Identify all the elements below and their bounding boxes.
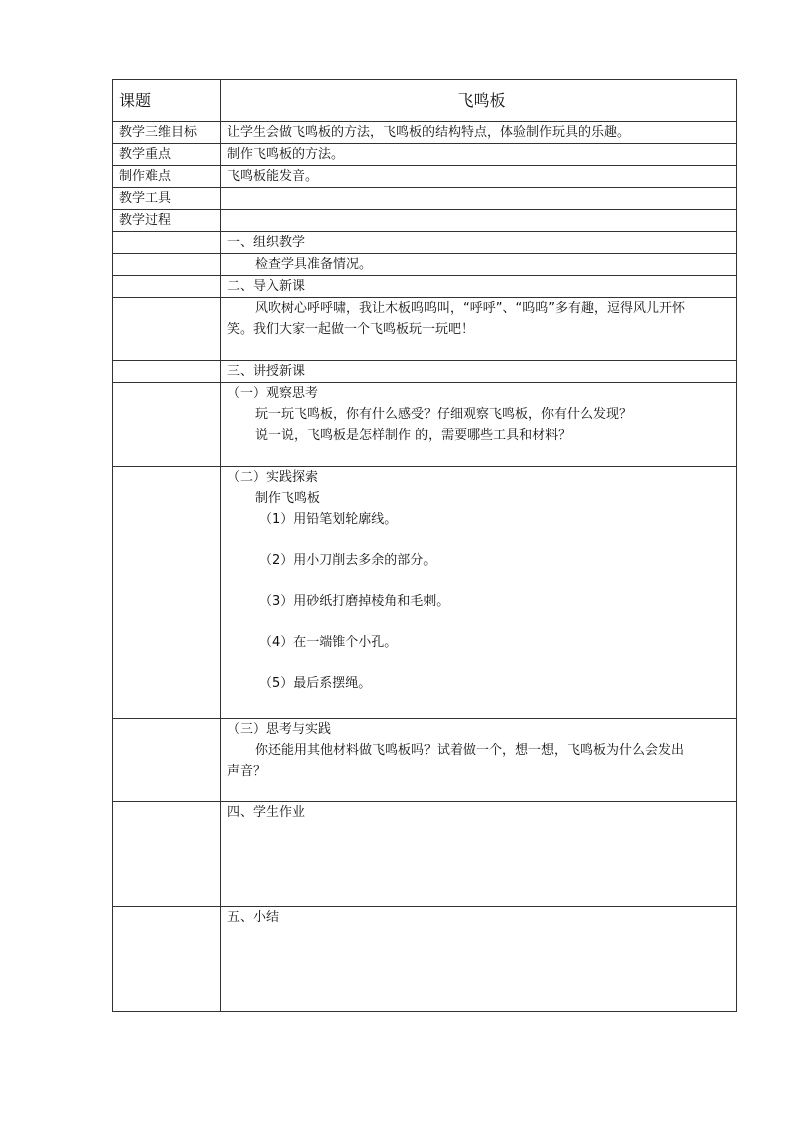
organize-text-row: [113, 254, 737, 276]
organize-heading: 一、组织教学: [221, 232, 737, 254]
homework-row: [113, 802, 737, 907]
title-row: [113, 80, 737, 122]
intro-text-line1: 风吹树心呼呼啸，我让木板呜呜叫，“呼呼”、“呜呜”多有趣，逗得风儿开怀: [255, 301, 685, 316]
difficulty-label: 制作难点: [113, 166, 221, 188]
homework-heading: 四、学生作业: [227, 805, 306, 820]
observe-line1: 玩一玩飞鸣板，你有什么感受？仔细观察飞鸣板，你有什么发现？: [255, 407, 633, 422]
difficulty-value: 飞鸣板能发音。: [221, 166, 737, 188]
observe-row: [113, 383, 737, 467]
goal-label: 教学三维目标: [113, 122, 221, 144]
process-row: [113, 210, 737, 232]
organize-heading-row: [113, 232, 737, 254]
think-row: [113, 719, 737, 802]
process-blank: [221, 210, 737, 232]
intro-text-line2: 笑。我们大家一起做一个飞鸣板玩一玩吧！: [227, 322, 475, 337]
think-heading: （三）思考与实践: [227, 722, 332, 737]
process-label: 教学过程: [113, 210, 221, 232]
practice-heading: （二）实践探索: [227, 470, 319, 485]
practice-step: （3）用砂纸打磨掉棱角和毛刺。: [259, 594, 450, 609]
intro-heading-row: [113, 276, 737, 298]
organize-text: 检查学具准备情况。: [255, 257, 373, 272]
tools-label: 教学工具: [113, 188, 221, 210]
summary-row: [113, 907, 737, 1012]
key-point-label: 教学重点: [113, 144, 221, 166]
practice-subheading: 制作飞鸣板: [255, 491, 321, 506]
difficulty-row: [113, 166, 737, 188]
observe-heading: （一）观察思考: [227, 386, 319, 401]
tools-row: [113, 188, 737, 210]
lesson-plan-table: [112, 79, 737, 1012]
summary-heading: 五、小结: [227, 910, 280, 925]
topic-label: 课题: [113, 80, 221, 122]
lecture-heading: 三、讲授新课: [221, 361, 737, 383]
goal-value: 让学生会做飞鸣板的方法，飞鸣板的结构特点，体验制作玩具的乐趣。: [221, 122, 737, 144]
think-line2: 声音？: [227, 764, 267, 779]
intro-heading: 二、导入新课: [221, 276, 737, 298]
practice-step: （5）最后系摆绳。: [259, 676, 372, 691]
think-line1: 你还能用其他材料做飞鸣板吗？试着做一个，想一想，飞鸣板为什么会发出: [255, 743, 685, 758]
key-point-row: [113, 144, 737, 166]
practice-row: [113, 467, 737, 719]
lecture-heading-row: [113, 361, 737, 383]
practice-step: （1）用铅笔划轮廓线。: [259, 512, 398, 527]
practice-step: （2）用小刀削去多余的部分。: [259, 553, 437, 568]
tools-value: [221, 188, 737, 210]
observe-line2: 说一说，飞鸣板是怎样制作 的，需要哪些工具和材料？: [255, 428, 572, 443]
intro-text-row: [113, 298, 737, 361]
goal-row: [113, 122, 737, 144]
key-point-value: 制作飞鸣板的方法。: [221, 144, 737, 166]
practice-step: （4）在一端锥个小孔。: [259, 635, 398, 650]
topic-title: 飞鸣板: [221, 80, 737, 122]
practice-steps: [227, 509, 736, 694]
